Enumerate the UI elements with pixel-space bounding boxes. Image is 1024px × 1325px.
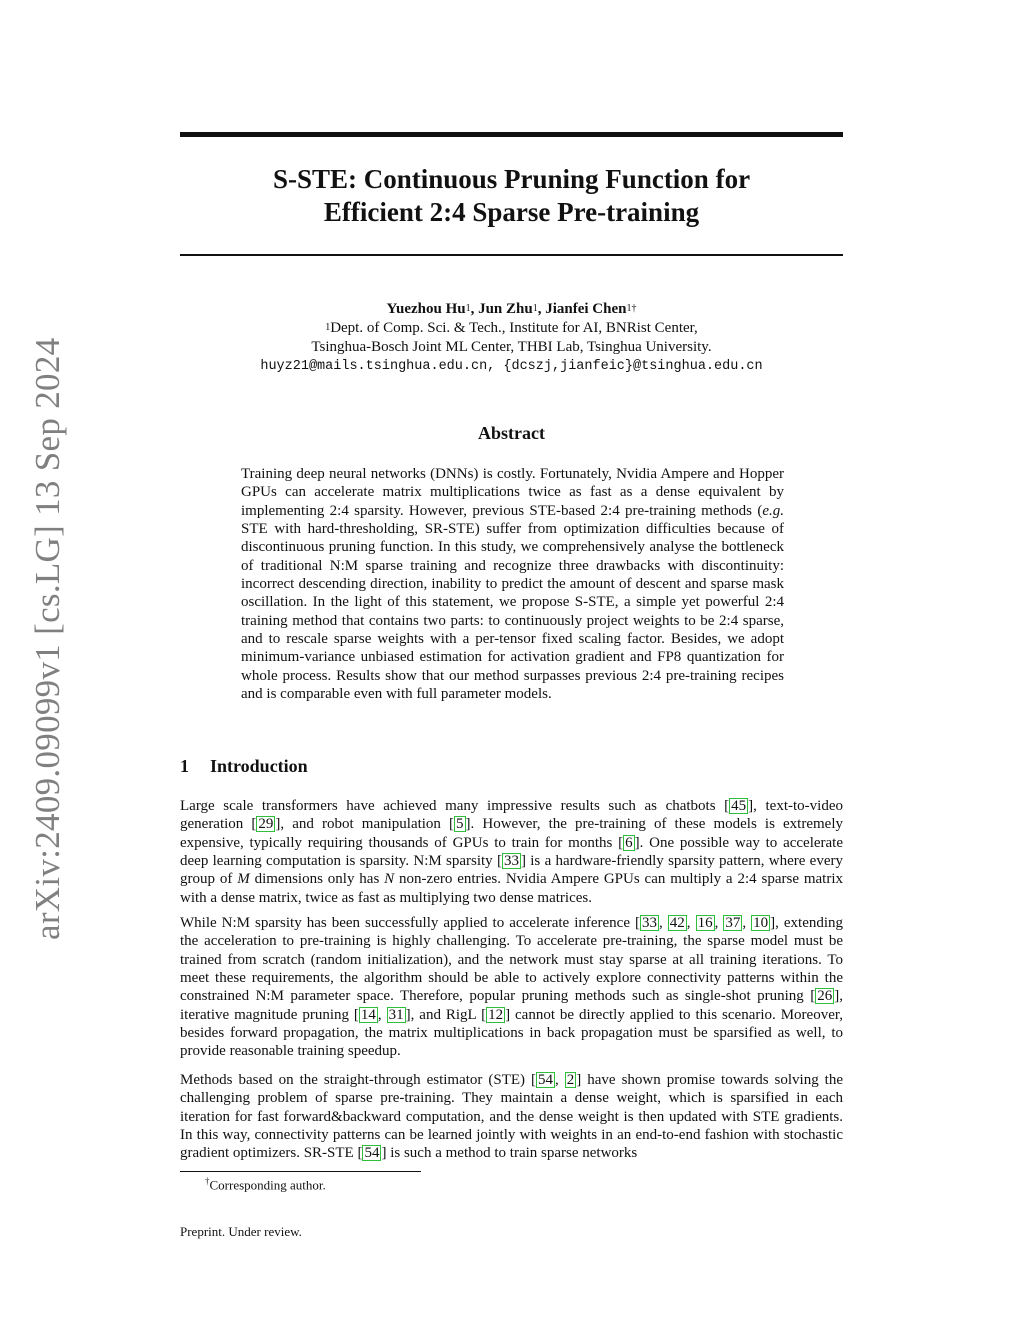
affiliation-line-1: $^1$Dept. of Comp. Sci. & Tech., Institute for AI, BNRist Center, xyxy=(325,320,698,336)
citation-link[interactable]: 42 xyxy=(669,915,685,931)
citation-link[interactable]: 5 xyxy=(456,816,464,833)
citation-link[interactable]: 2 xyxy=(566,1072,575,1088)
title-top-rule xyxy=(180,132,843,137)
abstract-text: Training deep neural networks (DNNs) is costly. Fortunately, Nvidia Ampere and Hopper GPUs can accelerate matrix multiplications twice as fast as a dense equivalent by implementing 2:4 sparsity. However, previous STE-based 2:4 pre-training methods (e.g. STE with hard-thresholding, SR-STE) suffer from optimization difficulties because of discontinuous pruning function. In this study, we comprehensively analyse the bottleneck of traditional N:M sparse training and recognize three drawbacks with discontinuity: incorrect descending direction, inability to predict the amount of descent and sparse mask oscillation. In the light of this statement, we propose S-STE, a simple yet powerful 2:4 training method that contains two parts: to continuously project weights to be 2:4 sparse, and to rescale sparse weights with a per-tensor fixed scaling factor. Besides, we adopt minimum-variance unbiased estimation for activation gradient and FP8 quantization for whole process. Results show that our method surpasses previous 2:4 pre-training recipes and is comparable even with full parameter models. xyxy=(241,466,784,703)
author-emails[interactable]: huyz21@mails.tsinghua.edu.cn, {dcszj,jianfeic}@tsinghua.edu.cn xyxy=(260,359,763,374)
author-names: Yuezhou Hu$^1$, Jun Zhu$^1$, Jianfei Chen$^{1\dagger}$ xyxy=(386,301,637,317)
citation-link[interactable]: 14 xyxy=(360,1006,376,1023)
citation-link[interactable]: 6 xyxy=(625,834,633,851)
citation-link[interactable]: 10 xyxy=(753,915,769,931)
abstract-heading: Abstract xyxy=(478,423,545,443)
affiliation-line-2: Tsinghua-Bosch Joint ML Center, THBI Lab, Tsinghua University. xyxy=(311,339,712,355)
footnote-rule xyxy=(180,1171,421,1172)
citation-link[interactable]: 54 xyxy=(364,1145,380,1162)
author-block xyxy=(180,300,843,376)
citation-link[interactable]: 31 xyxy=(388,1006,404,1023)
section-heading-introduction xyxy=(180,756,308,777)
intro-paragraph-1: Large scale transformers have achieved many impressive results such as chatbots [ 45 ], text-to-video generation [ 29 ], and robot manipulation [ 5 ]. However, the pre-training of these models is extremely expensive, typically requiring thousands of GPUs to train for months [ 6 ]. One possible way to accelerate deep learning computation is sparsity. N:M sparsity [ 33 ] is a hardware-friendly sparsity pattern, where every group of M dimensions only has N non-zero entries. Nvidia Ampere GPUs can multiply a 2:4 sparse matrix with a dense matrix, twice as fast as multiplying two dense matrices. xyxy=(180,798,843,906)
citation-link[interactable]: 54 xyxy=(538,1072,554,1088)
intro-paragraph-2: While N:M sparsity has been successfully applied to accelerate inference [ 33 , 42 , 16 , 37 , 10 ], extending the acceleration to pre-training is highly challenging. To accelerate pre-training, the sparse model must be trained from scratch (random initialization), and the network must stay sparse at all training iterations. To meet these requirements, the algorithm should be able to actively explore connectivity patterns within the constrained N:M parameter space. Therefore, popular pruning methods such as single-shot pruning [ 26 ], iterative magnitude pruning [ 14 , 31 ], and RigL [ 12 ] cannot be directly applied to this scenario. Moreover, besides forward propagation, the matrix multiplications in back propagation must be sparsified as well, to provide reasonable training speedup. xyxy=(180,915,844,1060)
citation-link[interactable]: 12 xyxy=(488,1006,504,1023)
citation-link[interactable]: 37 xyxy=(725,915,741,931)
arxiv-identifier[interactable]: arXiv:2409.09099v1 [cs.LG] 13 Sep 2024 xyxy=(28,337,67,940)
footnote-mark: † xyxy=(205,1176,210,1186)
title-bottom-rule xyxy=(180,254,843,256)
citation-link[interactable]: 45 xyxy=(731,798,747,814)
citation-link[interactable]: 33 xyxy=(503,853,519,870)
citation-link[interactable]: 33 xyxy=(642,915,657,931)
paper-title xyxy=(180,163,843,229)
section-number: 1 xyxy=(180,756,189,776)
citation-link[interactable]: 26 xyxy=(817,988,833,1005)
citation-link[interactable]: 16 xyxy=(697,915,713,931)
math-variable-m: M xyxy=(237,871,250,888)
section-title: Introduction xyxy=(210,756,308,776)
footnote: †Corresponding author. xyxy=(205,1176,326,1193)
title-line-2: Efficient 2:4 Sparse Pre-training xyxy=(323,197,700,227)
intro-paragraph-3: Methods based on the straight-through estimator (STE) [ 54 , 2 ] have shown promise towards solving the challenging problem of sparse pre-training. They maintain a dense weight, which is sparsified in each iteration for fast forward&backward computation, and the dense weight is then updated with STE gradients. In this way, connectivity patterns can be learned jointly with weights in an end-to-end fashion with stochastic gradient optimizers. SR-STE [ 54 ] is such a method to train sparse networks xyxy=(180,1072,844,1162)
title-line-1: S-STE: Continuous Pruning Function for xyxy=(272,164,751,194)
page-footer: Preprint. Under review. xyxy=(180,1224,302,1239)
math-variable-n: N xyxy=(384,871,395,888)
citation-link[interactable]: 29 xyxy=(258,816,274,833)
